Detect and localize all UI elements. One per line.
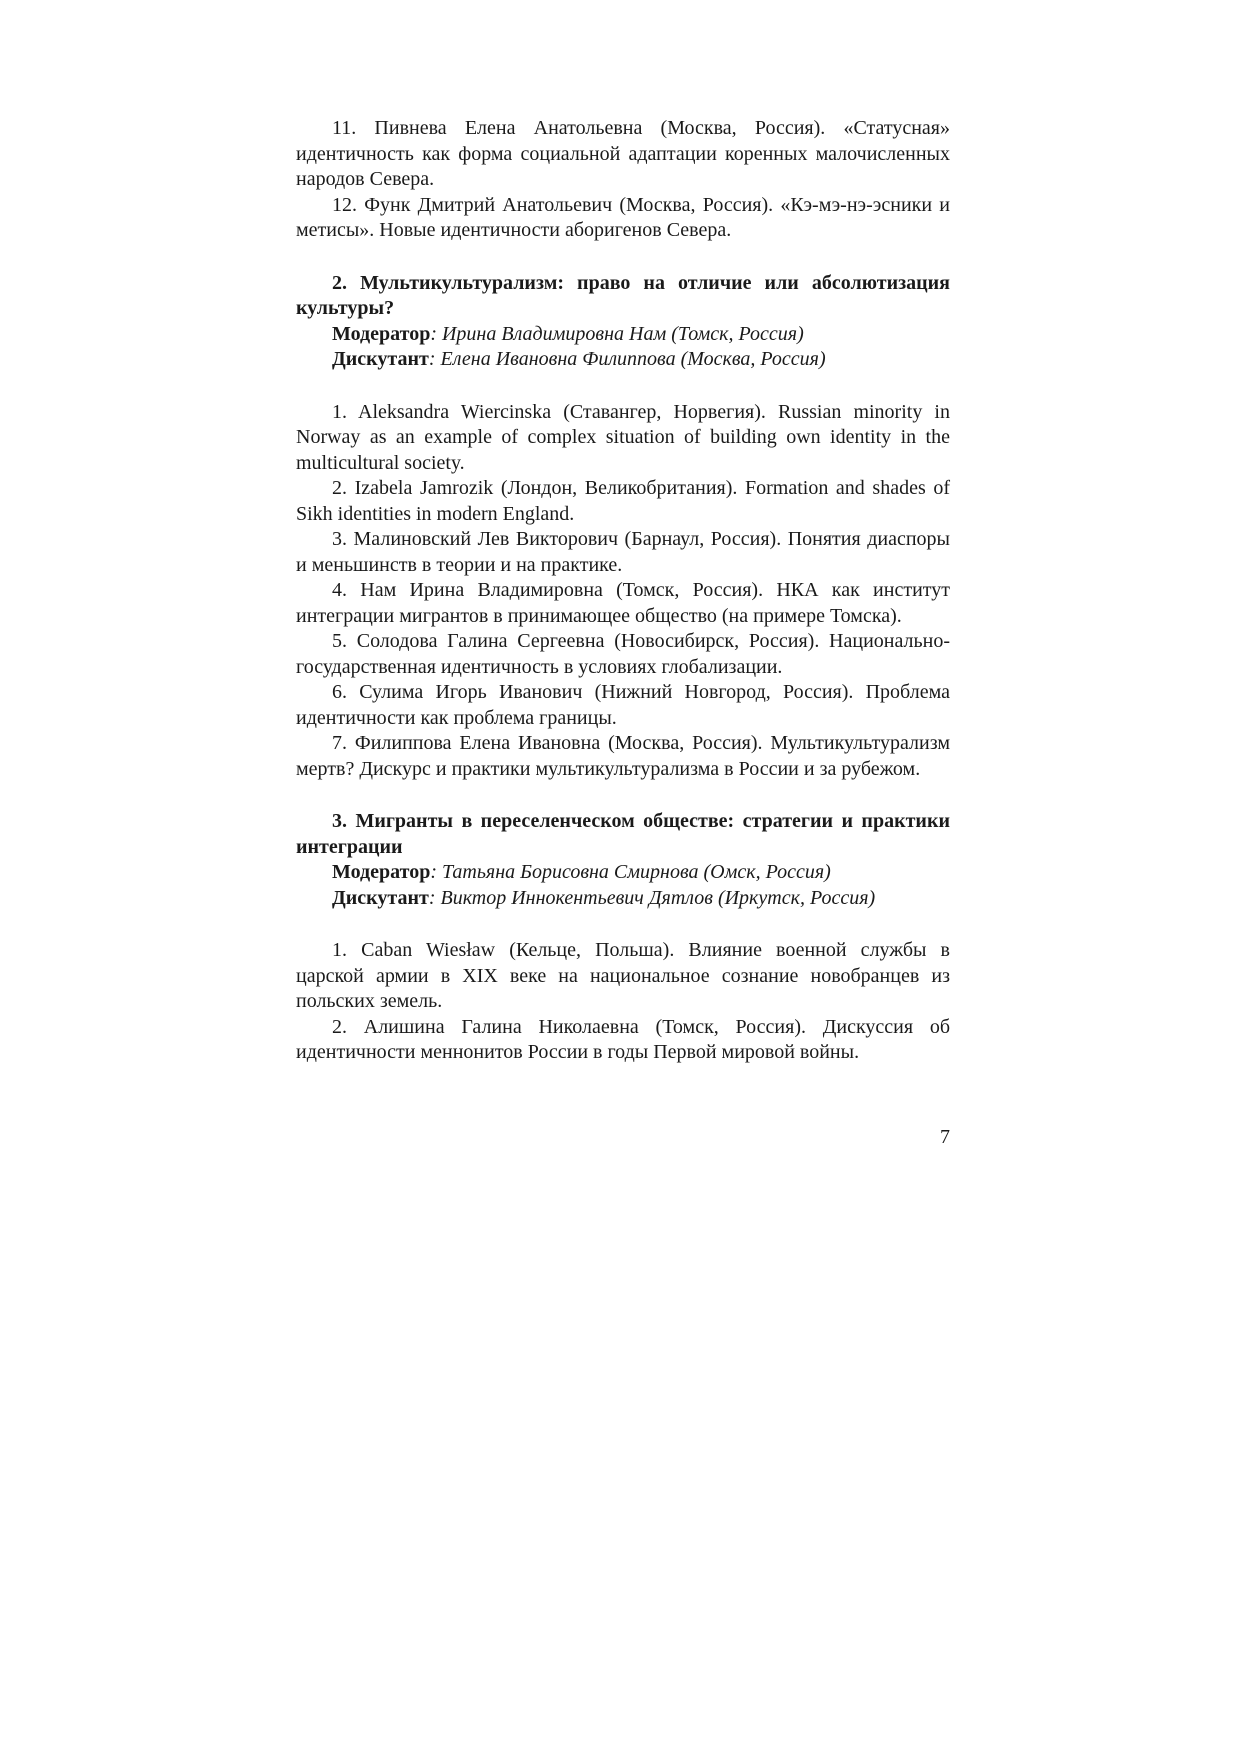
moderator-line — [296, 322, 950, 348]
section-items — [296, 400, 950, 783]
section-migrants — [296, 809, 950, 1066]
page-number: 7 — [940, 1126, 950, 1148]
list-item: 12. Функ Дмитрий Анатольевич (Москва, Россия). «Кэ-мэ-нэ-эсники и метисы». Новые идентичности аборигенов Севера. — [296, 193, 950, 241]
intro-list — [296, 116, 950, 244]
moderator-label: Модератор — [332, 861, 431, 883]
list-item: 5. Солодова Галина Сергеевна (Новосибирск, Россия). Национально-государственная идентичность в условиях глобализации. — [296, 630, 950, 678]
section-items — [296, 938, 950, 1066]
list-item: 1. Aleksandra Wiercinska (Ставангер, Норвегия). Russian minority in Norway as an example of complex situation of building own identity in the multicultural society. — [296, 400, 950, 474]
discussant-name: : Виктор Иннокентьевич Дятлов (Иркутск, Россия) — [428, 886, 876, 909]
discussant-line — [296, 347, 950, 373]
section-title: 3. Мигранты в переселенческом обществе: стратегии и практики интеграции — [296, 810, 950, 858]
list-item: 1. Caban Wiesław (Кельце, Польша). Влияние военной службы в царской армии в XIX веке на национальное сознание новобранцев из польских земель. — [296, 939, 950, 1012]
section-title: 2. Мультикультурализм: право на отличие или абсолютизация культуры? — [296, 271, 950, 319]
list-item: 4. Нам Ирина Владимировна (Томск, Россия). НКА как институт интеграции мигрантов в принимающее общество (на примере Томска). — [296, 579, 950, 627]
document-page — [296, 116, 950, 1066]
list-item: 3. Малиновский Лев Викторович (Барнаул, Россия). Понятия диаспоры и меньшинств в теории и на практике. — [296, 528, 950, 576]
discussant-label: Дискутант — [332, 886, 429, 909]
list-item: 7. Филиппова Елена Ивановна (Москва, Россия). Мультикультурализм мертв? Дискурс и практики мультикультурализма в России и за рубежом. — [296, 732, 950, 780]
list-item: 11. Пивнева Елена Анатольевна (Москва, Россия). «Статусная» идентичность как форма социальной адаптации коренных малочисленных народов Севера. — [296, 117, 950, 190]
moderator-label: Модератор — [332, 322, 431, 345]
discussant-name: : Елена Ивановна Филиппова (Москва, Россия) — [428, 348, 826, 370]
list-item: 2. Алишина Галина Николаевна (Томск, Россия). Дискуссия об идентичности меннонитов России в годы Первой мировой войны. — [296, 1015, 950, 1063]
moderator-name: : Татьяна Борисовна Смирнова (Омск, Россия) — [430, 861, 831, 883]
list-item: 2. Izabela Jamrozik (Лондон, Великобритания). Formation and shades of Sikh identities in modern England. — [296, 477, 950, 525]
discussant-line — [296, 886, 950, 912]
moderator-name: : Ирина Владимировна Нам (Томск, Россия) — [430, 322, 804, 345]
list-item: 6. Сулима Игорь Иванович (Нижний Новгород, Россия). Проблема идентичности как проблема границы. — [296, 681, 950, 729]
section-multiculturalism — [296, 271, 950, 783]
moderator-line — [296, 860, 950, 886]
discussant-label: Дискутант — [332, 348, 429, 370]
